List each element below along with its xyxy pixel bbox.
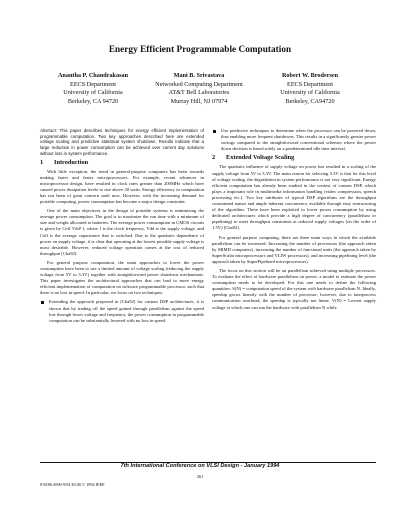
author-location: Berkeley, CA 94720 [67, 97, 119, 105]
copyright-notice: 0-8186-4990-9/94 $3.00 © 1994 IEEE [40, 482, 105, 487]
section-heading-voltage-scaling [212, 155, 376, 161]
paragraph: One of the main objectives in the design of portable systems is minimizing the average power consumption. The goal is to maximize the run time with a minimum of size and weight allocated to batteries. The average power consumption in CMOS circuits is given by Ceff Vdd² f, where f is the clock frequency, Vdd is the supply voltage, and Ceff is the average capacitance that is switched. Due to the quadratic dependence of power on supply voltage, it is clear that operating at the lowest possible supply voltage is most desirable. However, reduced voltage operation comes at the cost of reduced throughput [Cha92]. [40, 208, 204, 256]
technique-list [40, 299, 204, 323]
author-location: Berkeley, CA94720 [285, 97, 335, 105]
abstract-label: Abstract: [40, 128, 57, 133]
conference-footer: 7th International Conference on VLSI Design - January 1994 [120, 463, 280, 469]
author-org: University of California [280, 89, 340, 97]
paragraph: For general purpose computing, there are three main ways in which the available parallelism can be increased: Increasing the number of processors (the approach taken by MIMD computers), increasing the number of functional units (the approach taken by SuperScalar microprocessors and VLIW processors), and increasing pipelining level (the approach taken by SuperPipelined microprocessors). [212, 234, 376, 264]
section-number: 1 [40, 158, 44, 166]
paragraph: The quadratic influence of supply voltage on power has resulted in a scaling of the supply voltage from 5V to 3.3V. The main reason for selecting 3.3V is that for this level of voltage scaling, the degradation in system performance is not very significant. Energy efficient computation has already been studied in the context of custom DSP, which plays a important role in multimedia information handling (video compression, speech processing etc.). Two key attributes of typical DSP algorithms are the throughput constrained nature and ample inherent concurrency available through easy restructuring of the algorithm. These have been exploited to lower power consumption by using dedicated architectures which provide a high degree of concurrency (parallelism or pipelining) to meet throughput constraints at reduced supply voltages (on the order of 1.5V) [Cha92]. [212, 164, 376, 231]
author-location: Murray Hill, NJ 07974 [170, 97, 228, 105]
abstract-text: This paper describes techniques for energy efficient implementation of programmable computation. Two key approaches described here are extended voltage scaling and predictive statistical system shutdown. Results indicate that a large reduction in power consumption can be achieved over current day solutions without loss in system performance. [40, 128, 205, 156]
author-org: AT&T Bell Laboratories [168, 89, 230, 97]
left-column [40, 128, 204, 327]
author-name: Robert W. Brodersen [281, 72, 339, 79]
abstract [40, 128, 204, 157]
paragraph: For general purpose computation, the main approaches to lower the power consumption have been to use a limited amount of voltage scaling (reducing the supply voltage from 5V to 3.3V) together with straightforward power shutdown mechanisms. This paper investigates the architectural approaches that can lead to more energy efficient implementation of computation on software programmable processor, such that there is no loss in speed. In particular, we focus on two techniques: [40, 259, 204, 296]
author-name: Mani B. Srivastava [173, 72, 225, 79]
section-heading-introduction [40, 160, 204, 166]
list-item: Use predictive techniques to determine when the processor can be powered down, thus enabling more frequent shutdowns. This results in a significantly greater power savings compared to the straightforward conventional schemes where the power down decision is based solely on a predetermined idle time interval. [221, 128, 376, 152]
author-org: University of California [63, 89, 123, 97]
section-number: 2 [212, 154, 216, 162]
author-block-3 [250, 72, 370, 106]
list-item: Extending the approach proposed in [Cha92] for custom DSP architectures, it is shown that by trading off the speed gained through parallelism against the speed lost through lower voltage and frequency, the power consumption in programmable computation can be substantially lowered with no loss in speed. [49, 299, 204, 323]
author-dept: EECS Department [70, 80, 116, 88]
paper-title: Energy Efficient Programmable Computation [108, 44, 292, 54]
page-number: 261 [196, 474, 204, 479]
author-block-1 [33, 72, 153, 106]
author-dept: EECS Department [287, 80, 333, 88]
author-block-2 [139, 72, 259, 106]
paragraph: With little exception, the trend in general-purpose computers has been towards making faster and faster microprocessors. For example, recent advances in microprocessor design, have resulted in clock rates greater than 200MHz which have caused power dissipation levels to rise above 30 watts. Energy efficiency in computation has not been of great concern until now. However, with the increasing demand for portable computing, power consumption has become a major design constraint. [40, 168, 204, 205]
right-column [212, 128, 376, 314]
author-dept: Networked Computing Department [155, 80, 243, 88]
technique-list-continued [212, 128, 376, 152]
author-name: Anantha P. Chandrakasan [57, 72, 129, 79]
section-title: Extended Voltage Scaling [226, 154, 295, 162]
paragraph: The focus on this section will be on parallelism achieved using multiple processors. To evaluate the effect of hardware parallelism on power, a model to estimate the power consumption needs to be developed. For this one needs to define the following quantities: S(N) = computation speed of the system with hardware parallelism N. Ideally, speedup grows linearly with the number of processor; however, due to interprocess communication overhead, the speedup is typically not linear. V(N) = Lowest supply voltage at which one can run the hardware with parallelism N while [212, 267, 376, 310]
section-title: Introduction [54, 158, 89, 166]
